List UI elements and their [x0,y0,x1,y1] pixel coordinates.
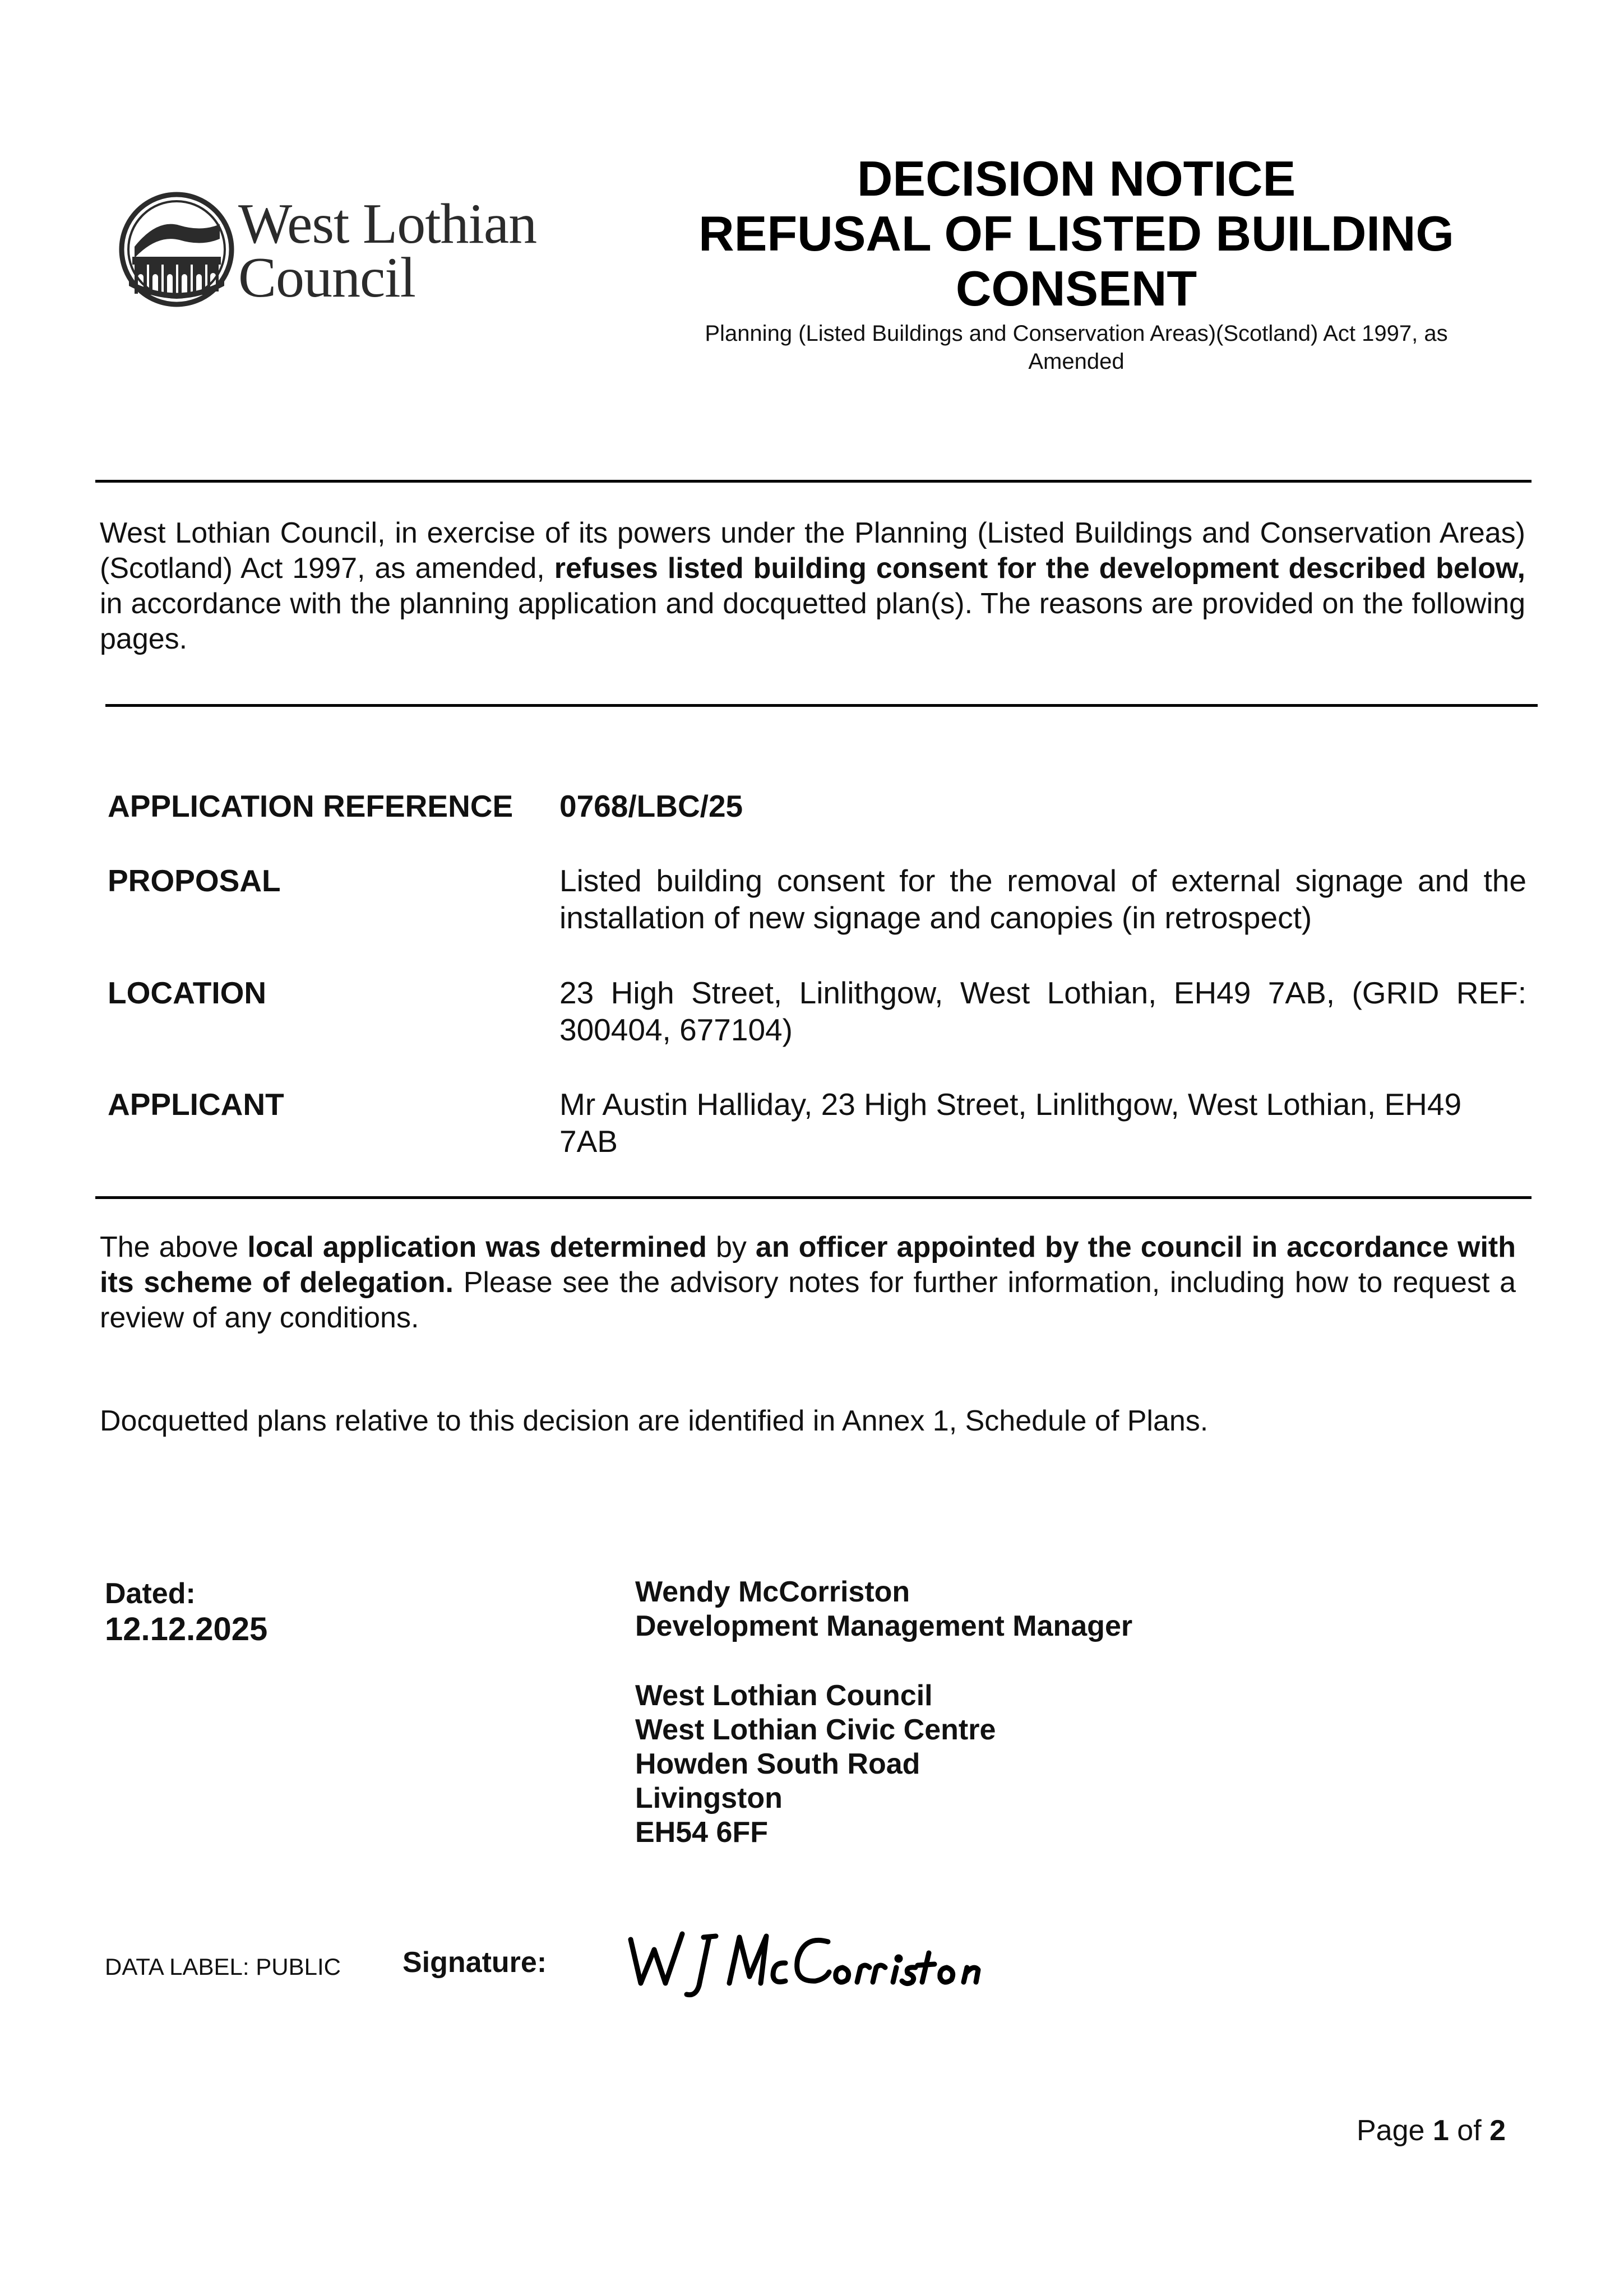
page-number [1357,2113,1506,2148]
act-reference-line1: Planning (Listed Buildings and Conservation Areas)(Scotland) Act 1997, as [705,321,1448,346]
address-line: Livingston [635,1782,783,1814]
determination-text-4: an officer appointed by the council in accordance with its scheme of delegation. [100,1231,1516,1299]
title-consent: CONSENT [955,261,1197,316]
page-word: Page [1357,2114,1425,2147]
proposal-value: Listed building consent for the removal of external signage and the installation of new signage and canopies (in retrospect) [559,863,1526,935]
determination-paragraph [100,1230,1516,1336]
signature-drawing [619,1923,1045,2001]
address-line: Howden South Road [635,1748,920,1780]
proposal-label: PROPOSAL [108,863,281,898]
notice-title-block [633,151,1519,376]
location-value: 23 High Street, Linlithgow, West Lothian, EH49 7AB, (GRID REF: 300404, 677104) [559,975,1526,1047]
officer-title: Development Management Manager [635,1610,1133,1642]
dated-label: Dated: [105,1577,196,1610]
data-classification-label: DATA LABEL: PUBLIC [105,1954,341,1980]
officer-block [635,1575,1132,1644]
docquetted-plans-note: Docquetted plans relative to this decision are identified in Annex 1, Schedule of Plans. [100,1405,1209,1437]
applicant-label: APPLICANT [108,1087,284,1122]
page-current: 1 [1432,2114,1449,2147]
council-address [635,1679,996,1850]
title-refusal: REFUSAL OF LISTED BUILDING [698,206,1454,261]
determination-text-2: local application was determined [247,1231,707,1263]
determination-text-1: The above [100,1231,248,1263]
logo-line-west-lothian: West Lothian [238,192,537,256]
page-of: of [1457,2114,1482,2147]
address-line: EH54 6FF [635,1816,768,1849]
divider-middle [105,704,1538,707]
handwritten-signature [619,1923,1045,2001]
west-lothian-crest-icon [118,185,235,314]
applicant-value: Mr Austin Halliday, 23 High Street, Linlithgow, West Lothian, EH49 7AB [559,1087,1462,1159]
signature-label: Signature: [402,1946,547,1979]
divider-top [95,480,1532,483]
page-total: 2 [1489,2114,1506,2147]
application-reference-value: 0768/LBC/25 [559,789,743,823]
address-line: West Lothian Civic Centre [635,1714,996,1746]
determination-text-5: Please see the advisory notes for further information, including how to request a review of any conditions. [100,1266,1516,1334]
divider-bottom [95,1196,1532,1199]
officer-name: Wendy McCorriston [635,1576,910,1608]
council-logo-text [238,192,537,309]
determination-text-3: by [706,1231,756,1263]
intro-text-bold: refuses listed building consent for the development described below, [554,552,1525,585]
act-reference-line2: Amended [1028,349,1125,374]
intro-text-start: West Lothian Council, in exercise of its powers under the Planning (Listed Buildings and Conservation Areas)(Scotland) Act 1997, as amended, [100,517,1525,585]
act-reference [633,320,1519,376]
location-label: LOCATION [108,975,267,1010]
intro-paragraph [100,516,1525,657]
title-decision-notice: DECISION NOTICE [857,151,1296,206]
application-reference-label: APPLICATION REFERENCE [108,789,513,823]
address-line: West Lothian Council [635,1679,933,1712]
logo-line-council: Council [238,246,415,309]
dated-value: 12.12.2025 [105,1611,268,1647]
intro-text-end: in accordance with the planning application and docquetted plan(s). The reasons are provided on the following pages. [100,587,1525,655]
